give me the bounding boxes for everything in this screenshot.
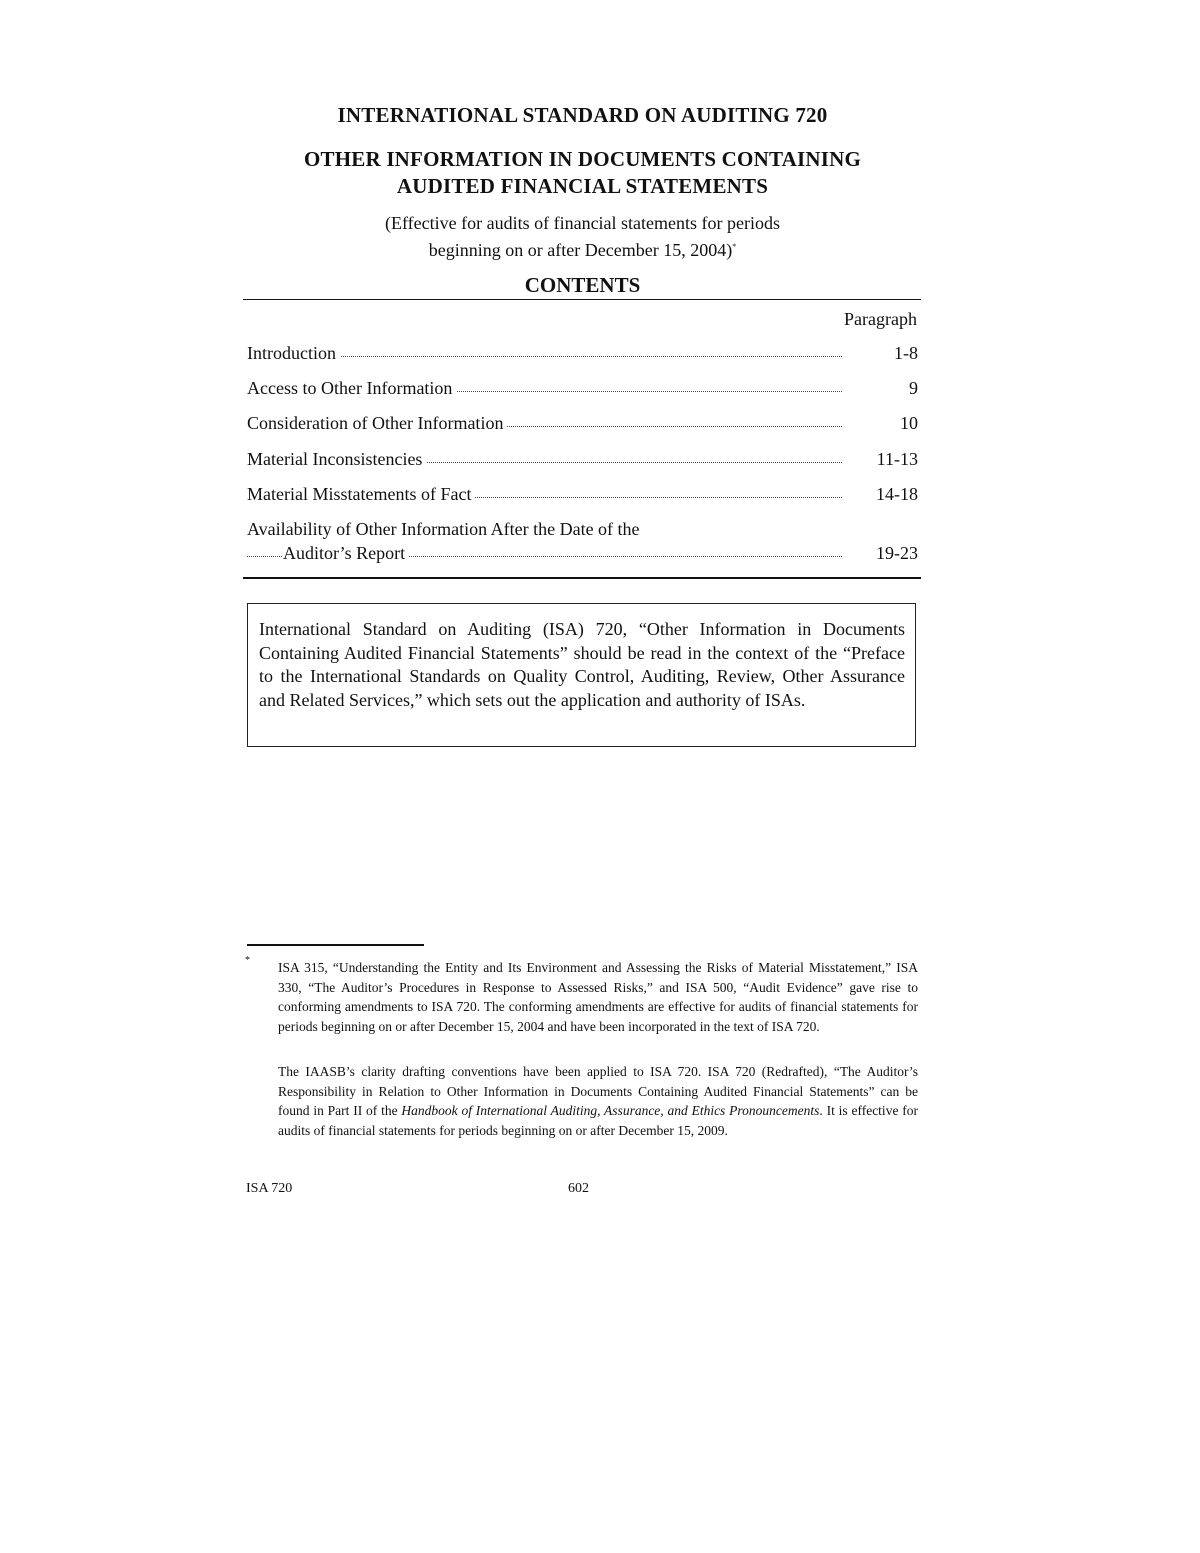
toc-entry-misstatements: [247, 484, 918, 508]
toc-entry-label: Material Misstatements of Fact: [247, 484, 475, 505]
footnote-paragraph-2-text: The IAASB’s clarity drafting conventions have been applied to ISA 720. ISA 720 (Redrafted), “The Auditor’s Responsibility in Relation to Other Information in Documents Containing Audited Financial Statements” can be found in Part II of the: [278, 1064, 918, 1118]
contents-bottom-rule: [243, 577, 921, 579]
handbook-title: Handbook of International Auditing, Assurance, and Ethics Pronouncements: [401, 1103, 820, 1118]
preface-notice-box: International Standard on Auditing (ISA) 720, “Other Information in Documents Containing Audited Financial Statements” should be read in the context of the “Preface to the International Standards on Quality Control, Auditing, Review, Other Assurance and Related Services,” which sets out the application and authority of ISAs.: [247, 603, 916, 747]
toc-entry-label: Material Inconsistencies: [247, 449, 426, 470]
toc-entry-label: Introduction: [247, 343, 340, 364]
footnote-marker: *: [245, 955, 250, 966]
footnote-paragraph-2-tail: . It is effective for audits of financial statements for periods beginning on or after December 15, 2009.: [278, 1103, 918, 1138]
toc-entry-paragraph: 11-13: [876, 449, 918, 469]
toc-entry-paragraph: 9: [909, 378, 918, 398]
toc-entry-access: [247, 378, 918, 402]
effective-line-2: [0, 235, 1165, 262]
footnote-paragraph-1: ISA 315, “Understanding the Entity and Its Environment and Assessing the Risks of Material Misstatement,” ISA 330, “The Auditor’s Procedures in Response to Assessed Risks,” and ISA 500, “Audit Evidence” gave rise to conforming amendments to ISA 720. The conforming amendments are effective for audits of financial statements for periods beginning on or after December 15, 2004 and have been incorporated in the text of ISA 720.: [278, 960, 918, 1034]
toc-entry-paragraph: 1-8: [894, 343, 918, 363]
toc-entry-paragraph: 10: [900, 413, 918, 433]
subtitle-line-2: AUDITED FINANCIAL STATEMENTS: [396, 174, 769, 198]
footnote-reference: *: [732, 242, 737, 251]
toc-entry-consideration: [247, 413, 918, 437]
toc-entry-label-continued: Auditor’s Report: [283, 543, 409, 564]
toc-entry-paragraph: 14-18: [876, 484, 918, 504]
paragraph-column-header: Paragraph: [844, 309, 917, 329]
toc-entry-inconsistencies: [247, 449, 918, 473]
effective-line-1: (Effective for audits of financial statements for periods: [384, 213, 781, 233]
toc-entry-label: Consideration of Other Information: [247, 413, 507, 434]
contents-top-rule: [243, 299, 921, 300]
toc-entry-paragraph: 19-23: [876, 543, 918, 563]
standard-subtitle: [0, 146, 1165, 200]
footnote-paragraph-2: [278, 1062, 918, 1140]
toc-entry-introduction: [247, 343, 918, 367]
footer-page-number: 602: [568, 1181, 589, 1196]
effective-date-note: [0, 212, 1165, 262]
effective-line-2-text: beginning on or after December 15, 2004): [428, 240, 733, 260]
standard-title: INTERNATIONAL STANDARD ON AUDITING 720: [337, 103, 828, 127]
contents-heading: CONTENTS: [524, 273, 641, 297]
toc-entry-label: Availability of Other Information After the Date of the: [247, 519, 644, 540]
footer-section-label: ISA 720: [246, 1181, 293, 1196]
subtitle-line-1: OTHER INFORMATION IN DOCUMENTS CONTAINING: [304, 147, 861, 171]
toc-entry-label: Access to Other Information: [247, 378, 456, 399]
footnote-separator: [247, 944, 424, 946]
toc-entry-availability: [247, 519, 918, 563]
